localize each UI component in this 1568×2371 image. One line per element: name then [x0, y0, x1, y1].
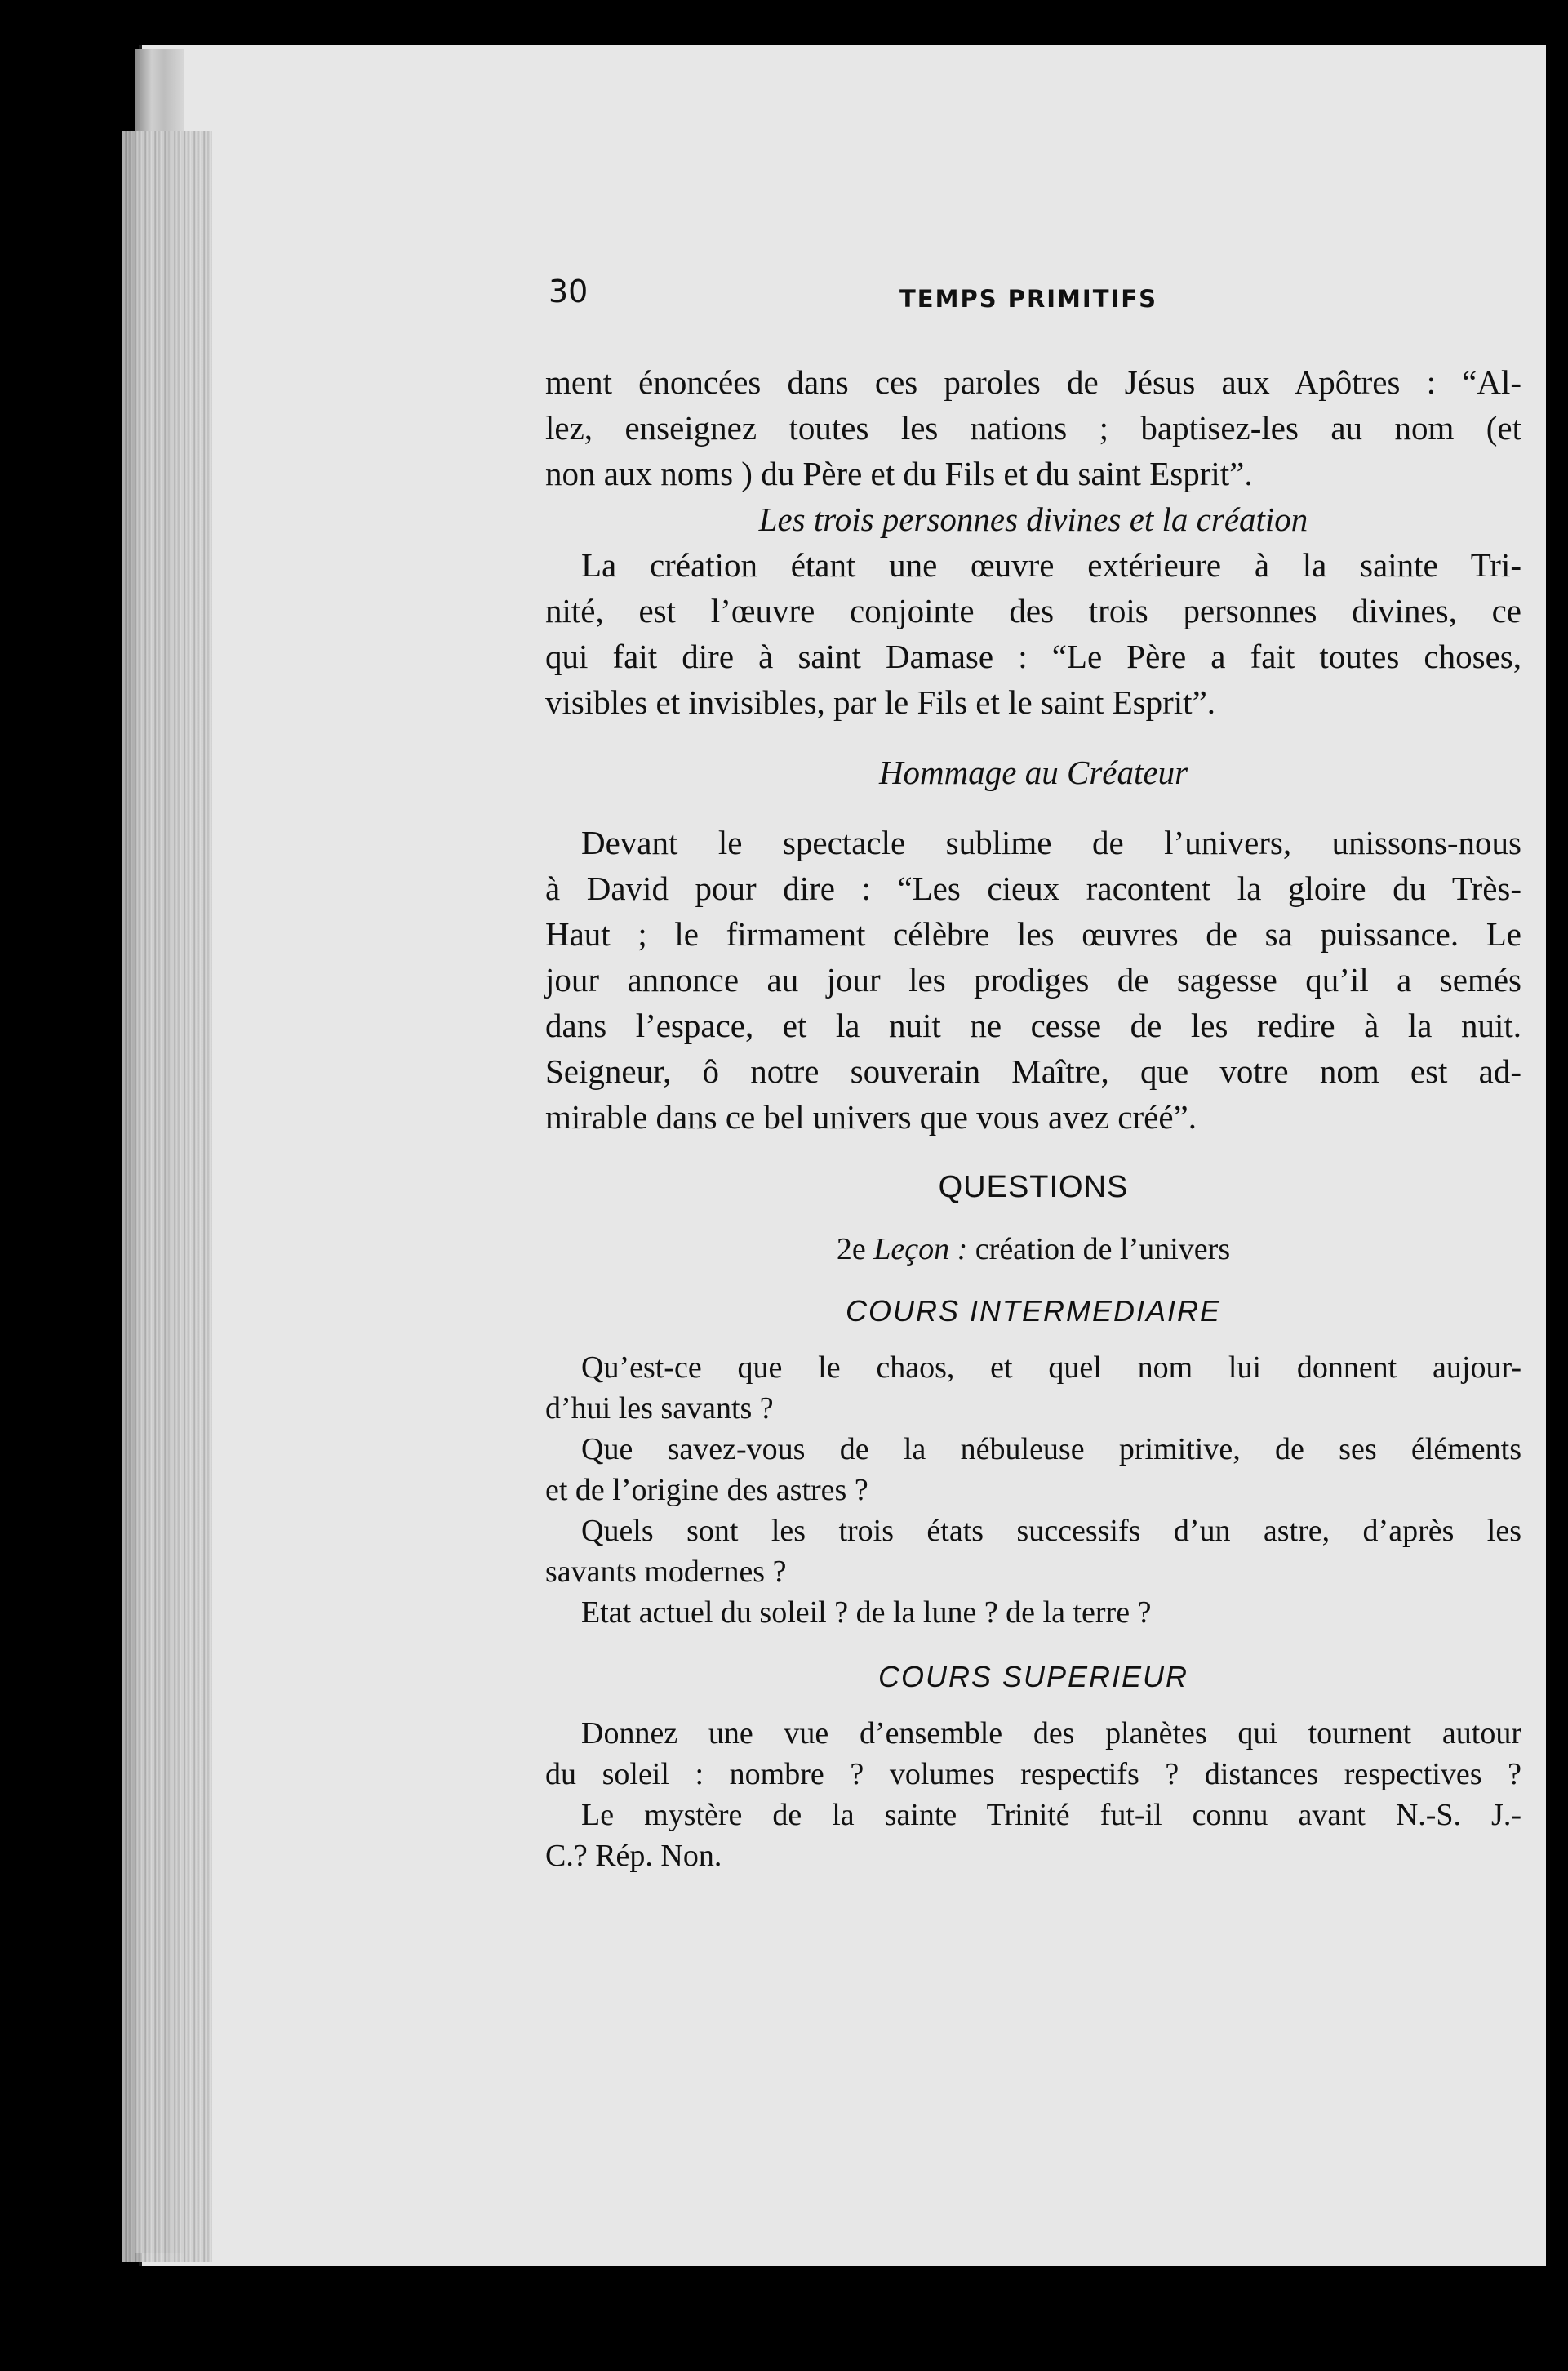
- text-line: jour annonce au jour les prodiges de sagesse qu’il a semés: [545, 961, 1521, 999]
- questions-superieur: [545, 1713, 1521, 1876]
- paragraph-creation: [545, 542, 1521, 725]
- question-line: C.? Rép. Non.: [545, 1839, 722, 1873]
- spacer: [545, 1700, 1521, 1713]
- text-line: La création étant une œuvre extérieure à la sainte Tri-: [581, 546, 1521, 584]
- text-line: mirable dans ce bel univers que vous avez créé”.: [545, 1098, 1197, 1136]
- lesson-line: [545, 1226, 1521, 1272]
- page-body: [545, 359, 1521, 1876]
- text-line: à David pour dire : “Les cieux racontent la gloire du Très-: [545, 870, 1521, 907]
- spacer: [545, 725, 1521, 750]
- page-edge-stack: [122, 131, 212, 2262]
- spacer: [545, 1334, 1521, 1347]
- text-line: lez, enseignez toutes les nations ; baptisez-les au nom (et: [545, 409, 1521, 447]
- text-line: Seigneur, ô notre souverain Maître, que votre nom est ad-: [545, 1052, 1521, 1090]
- question-line: Que savez-vous de la nébuleuse primitive, de ses éléments: [581, 1432, 1521, 1466]
- questions-intermediaire: [545, 1347, 1521, 1633]
- running-header: [549, 274, 1517, 331]
- question-line: Quels sont les trois états successifs d’un astre, d’après les: [581, 1514, 1521, 1548]
- cours-superieur-title: COURS SUPERIEUR: [877, 1660, 1189, 1693]
- question-line: savants modernes ?: [545, 1555, 787, 1589]
- lesson-topic: création de l’univers: [975, 1232, 1231, 1266]
- question-line: et de l’origine des astres ?: [545, 1473, 868, 1507]
- section-heading-hommage: Hommage au Créateur: [878, 754, 1188, 791]
- text-line: Devant le spectacle sublime de l’univers, unissons-nous: [581, 824, 1521, 861]
- question-line: du soleil : nombre ? volumes respectifs ? distances respectives ?: [545, 1757, 1521, 1791]
- question-line: d’hui les savants ?: [545, 1391, 774, 1426]
- spacer: [545, 1210, 1521, 1226]
- question-line: Le mystère de la sainte Trinité fut-il connu avant N.-S. J.-: [581, 1798, 1521, 1832]
- paragraph-trinity-baptism: [545, 359, 1521, 496]
- cours-intermediaire-title: COURS INTERMEDIAIRE: [845, 1294, 1222, 1328]
- text-line: visibles et invisibles, par le Fils et le saint Esprit”.: [545, 683, 1216, 721]
- spacer: [545, 1633, 1521, 1654]
- text-line: dans l’espace, et la nuit ne cesse de les redire à la nuit.: [545, 1007, 1521, 1044]
- lesson-label: Leçon :: [873, 1232, 968, 1266]
- spacer: [545, 1272, 1521, 1288]
- question-line: Qu’est-ce que le chaos, et quel nom lui donnent aujour-: [581, 1350, 1521, 1385]
- lesson-prefix: 2e: [836, 1232, 866, 1266]
- text-line: non aux noms ) du Père et du Fils et du saint Esprit”.: [545, 455, 1253, 492]
- spacer: [545, 795, 1521, 820]
- questions-title: QUESTIONS: [938, 1170, 1129, 1204]
- paragraph-hommage: [545, 820, 1521, 1140]
- page-number: 30: [549, 274, 589, 309]
- running-title: TEMPS PRIMITIFS: [899, 285, 1157, 313]
- question-line: Donnez une vue d’ensemble des planètes qui tournent autour: [581, 1716, 1521, 1750]
- section-heading-creation: Les trois personnes divines et la création: [758, 500, 1308, 538]
- text-line: ment énoncées dans ces paroles de Jésus aux Apôtres : “Al-: [545, 363, 1521, 401]
- text-line: nité, est l’œuvre conjointe des trois personnes divines, ce: [545, 592, 1521, 629]
- text-line: qui fait dire à saint Damase : “Le Père a fait toutes choses,: [545, 638, 1521, 675]
- spacer: [545, 1140, 1521, 1164]
- question-line: Etat actuel du soleil ? de la lune ? de la terre ?: [581, 1595, 1152, 1630]
- text-line: Haut ; le firmament célèbre les œuvres de sa puissance. Le: [545, 915, 1521, 953]
